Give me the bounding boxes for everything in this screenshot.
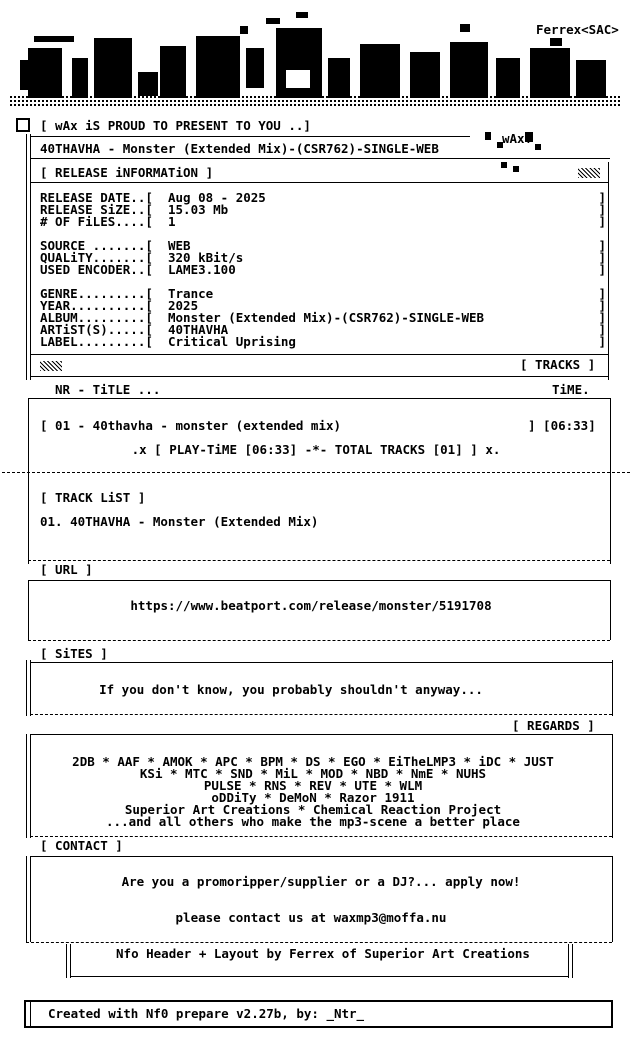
- release-title: 40THAVHA - Monster (Extended Mix)-(CSR762)-SINGLE-WEB: [40, 141, 439, 156]
- info-row: [40, 264, 606, 276]
- info-value: 320 kBit/s: [168, 250, 244, 265]
- info-close: ]: [598, 238, 606, 253]
- tracks-heading: [ TRACKS ]: [520, 357, 596, 372]
- info-close: ]: [598, 214, 606, 229]
- info-close: ]: [598, 334, 606, 349]
- info-key: RELEASE SiZE..[: [40, 202, 153, 217]
- regards-line: 2DB * AAF * AMOK * APC * BPM * DS * EGO * EiTheLMP3 * iDC * JUST: [72, 754, 554, 769]
- col-title: NR - TiTLE ...: [55, 382, 161, 397]
- info-close: ]: [598, 322, 606, 337]
- info-close: ]: [598, 250, 606, 265]
- info-close: ]: [598, 310, 606, 325]
- info-value: Trance: [168, 286, 214, 301]
- info-value: LAME3.100: [168, 262, 236, 277]
- regards-line: ...and all others who make the mp3-scene a better place: [106, 814, 520, 829]
- info-value: 15.03 Mb: [168, 202, 229, 217]
- info-close: ]: [598, 298, 606, 313]
- info-key: # OF FiLES....[: [40, 214, 153, 229]
- info-row: [40, 216, 606, 228]
- info-close: ]: [598, 262, 606, 277]
- sites-heading: [ SiTES ]: [40, 646, 108, 661]
- info-row: [40, 336, 606, 348]
- regards-line: oDDiTy * DeMoN * Razor 1911: [211, 790, 415, 805]
- info-value: Critical Uprising: [168, 334, 296, 349]
- info-value: Aug 08 - 2025: [168, 190, 266, 205]
- info-value: 1: [168, 214, 176, 229]
- col-time: TiME.: [552, 382, 590, 397]
- regards-heading: [ REGARDS ]: [512, 718, 595, 733]
- info-value: WEB: [168, 238, 191, 253]
- track-row-title: [ 01 - 40thavha - monster (extended mix): [40, 418, 342, 433]
- ascii-signature: Ferrex<SAC>: [536, 22, 619, 37]
- info-key: GENRE.........[: [40, 286, 153, 301]
- info-value: 2025: [168, 298, 199, 313]
- ascii-logo: [10, 8, 620, 126]
- intro-line: [ wAx iS PROUD TO PRESENT TO YOU ..]: [40, 118, 311, 133]
- info-close: ]: [598, 286, 606, 301]
- info-close: ]: [598, 202, 606, 217]
- footer-credit: Nfo Header + Layout by Ferrex of Superior Art Creations: [116, 946, 530, 961]
- tag-label: wAx!: [502, 131, 533, 146]
- info-key: SOURCE .......[: [40, 238, 153, 253]
- info-key: LABEL.........[: [40, 334, 153, 349]
- track-list-item: 01. 40THAVHA - Monster (Extended Mix): [40, 514, 319, 529]
- url-link[interactable]: https://www.beatport.com/release/monster/5191708: [130, 598, 492, 613]
- sites-text: If you don't know, you probably shouldn't anyway...: [99, 682, 483, 697]
- track-row-time: ] [06:33]: [528, 418, 596, 433]
- track-list-heading: [ TRACK LiST ]: [40, 490, 146, 505]
- regards-line: Superior Art Creations * Chemical Reaction Project: [124, 802, 502, 817]
- contact-email[interactable]: please contact us at waxmp3@moffa.nu: [175, 910, 447, 925]
- info-key: ARTiST(S).....[: [40, 322, 153, 337]
- info-key: QUALiTY.......[: [40, 250, 153, 265]
- info-value: Monster (Extended Mix)-(CSR762)-SINGLE-WEB: [168, 310, 485, 325]
- info-value: 40THAVHA: [168, 322, 229, 337]
- regards-line: KSi * MTC * SND * MiL * MOD * NBD * NmE * NUHS: [139, 766, 487, 781]
- contact-apply: Are you a promoripper/supplier or a DJ?... apply now!: [121, 874, 521, 889]
- regards-line: PULSE * RNS * REV * UTE * WLM: [203, 778, 423, 793]
- info-key: ALBUM.........[: [40, 310, 153, 325]
- info-key: RELEASE DATE..[: [40, 190, 153, 205]
- info-key: YEAR..........[: [40, 298, 153, 313]
- created-line: Created with Nf0 prepare v2.27b, by: _Ntr_: [48, 1006, 365, 1021]
- track-summary: .x [ PLAY-TiME [06:33] -*- TOTAL TRACKS [01] ] x.: [131, 442, 501, 457]
- release-info-heading: [ RELEASE iNFORMATiON ]: [40, 165, 214, 180]
- info-close: ]: [598, 190, 606, 205]
- info-key: USED ENCODER..[: [40, 262, 153, 277]
- url-heading: [ URL ]: [40, 562, 93, 577]
- contact-heading: [ CONTACT ]: [40, 838, 123, 853]
